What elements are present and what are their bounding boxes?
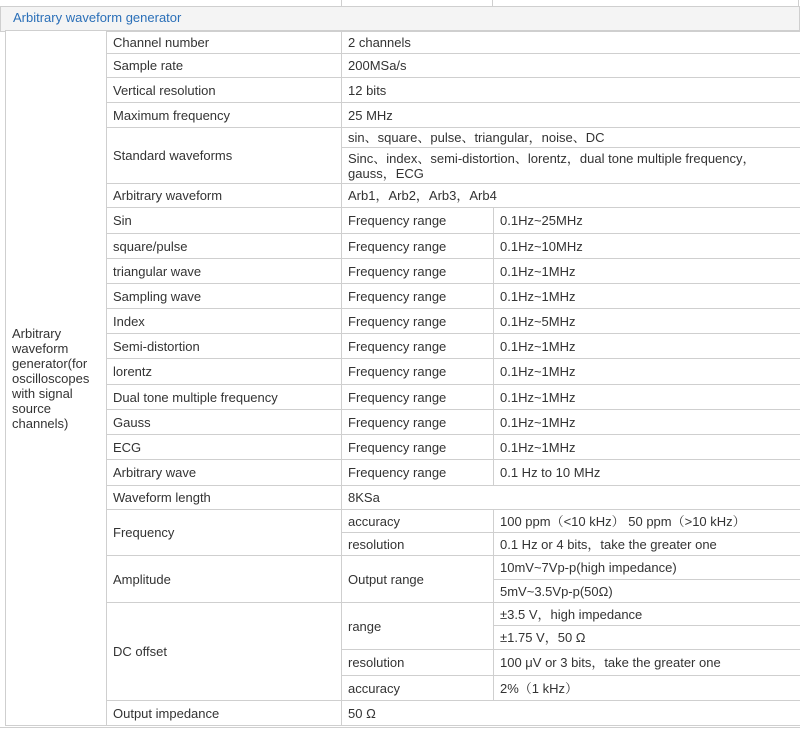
- row-value: 200MSa/s: [342, 54, 800, 78]
- spec-table: [5, 30, 800, 726]
- row-label: Channel number: [107, 31, 342, 54]
- frequency-label: Frequency: [107, 510, 342, 556]
- table-row: [6, 184, 800, 208]
- table-row: [6, 510, 800, 533]
- wave-param: Frequency range: [342, 309, 494, 334]
- dc-offset-accuracy-label: accuracy: [342, 676, 494, 701]
- wave-value: 0.1Hz~1MHz: [494, 385, 800, 410]
- table-row: [6, 208, 800, 234]
- side-label: Arbitrary waveform generator(for oscilloscopes with signal source channels): [6, 31, 107, 726]
- wave-label: square/pulse: [107, 234, 342, 259]
- table-row: [6, 486, 800, 510]
- table-row: [6, 54, 800, 78]
- table-row: [6, 128, 800, 148]
- row-value: 12 bits: [342, 78, 800, 103]
- row-label: Maximum frequency: [107, 103, 342, 128]
- amplitude-value-50ohm: 5mV~3.5Vp-p(50Ω): [494, 580, 800, 603]
- section-title: Arbitrary waveform generator: [13, 10, 182, 25]
- table-row: [6, 701, 800, 726]
- table-row: [6, 410, 800, 435]
- frequency-accuracy-value: 100 ppm（<10 kHz） 50 ppm（>10 kHz）: [494, 510, 800, 533]
- wave-value: 0.1Hz~1MHz: [494, 410, 800, 435]
- dc-offset-label: DC offset: [107, 603, 342, 701]
- wave-label: Semi-distortion: [107, 334, 342, 359]
- table-row: [6, 334, 800, 359]
- row-label: Waveform length: [107, 486, 342, 510]
- table-row: [6, 556, 800, 580]
- table-row: [6, 603, 800, 626]
- table-row: [6, 385, 800, 410]
- wave-value: 0.1 Hz to 10 MHz: [494, 460, 800, 486]
- wave-param: Frequency range: [342, 334, 494, 359]
- wave-param: Frequency range: [342, 385, 494, 410]
- wave-value: 0.1Hz~1MHz: [494, 284, 800, 309]
- dc-offset-range-high-impedance: ±3.5 V，high impedance: [494, 603, 800, 626]
- wave-value: 0.1Hz~10MHz: [494, 234, 800, 259]
- wave-param: Frequency range: [342, 460, 494, 486]
- wave-value: 0.1Hz~1MHz: [494, 435, 800, 460]
- dc-offset-range-50ohm: ±1.75 V，50 Ω: [494, 626, 800, 650]
- bottom-divider: [0, 727, 800, 728]
- frequency-accuracy-label: accuracy: [342, 510, 494, 533]
- amplitude-value-high-impedance: 10mV~7Vp-p(high impedance): [494, 556, 800, 580]
- table-row: [6, 309, 800, 334]
- wave-param: Frequency range: [342, 410, 494, 435]
- wave-label: Gauss: [107, 410, 342, 435]
- wave-param: Frequency range: [342, 234, 494, 259]
- frequency-resolution-label: resolution: [342, 533, 494, 556]
- wave-value: 0.1Hz~1MHz: [494, 334, 800, 359]
- amplitude-output-range-label: Output range: [342, 556, 494, 603]
- wave-label: Arbitrary wave: [107, 460, 342, 486]
- row-label: Standard waveforms: [107, 128, 342, 184]
- row-label: Vertical resolution: [107, 78, 342, 103]
- wave-param: Frequency range: [342, 208, 494, 234]
- row-value: 25 MHz: [342, 103, 800, 128]
- wave-label: Sin: [107, 208, 342, 234]
- dc-offset-accuracy-value: 2%（1 kHz）: [494, 676, 800, 701]
- dc-offset-resolution-label: resolution: [342, 650, 494, 676]
- wave-label: Index: [107, 309, 342, 334]
- wave-value: 0.1Hz~5MHz: [494, 309, 800, 334]
- row-value: Arb1，Arb2，Arb3，Arb4: [342, 184, 800, 208]
- wave-value: 0.1Hz~1MHz: [494, 359, 800, 385]
- table-row: [6, 460, 800, 486]
- row-value: 2 channels: [342, 31, 800, 54]
- wave-label: ECG: [107, 435, 342, 460]
- row-value: sin、square、pulse、triangular，noise、DC: [342, 128, 800, 148]
- wave-label: triangular wave: [107, 259, 342, 284]
- amplitude-label: Amplitude: [107, 556, 342, 603]
- wave-label: Dual tone multiple frequency: [107, 385, 342, 410]
- row-value: Sinc、index、semi-distortion、lorentz，dual tone multiple frequency，gauss，ECG: [342, 148, 800, 184]
- wave-param: Frequency range: [342, 284, 494, 309]
- table-row: [6, 284, 800, 309]
- row-label: Output impedance: [107, 701, 342, 726]
- row-label: Arbitrary waveform: [107, 184, 342, 208]
- table-row: [6, 359, 800, 385]
- table-row: [6, 435, 800, 460]
- wave-value: 0.1Hz~25MHz: [494, 208, 800, 234]
- table-row: [6, 259, 800, 284]
- frequency-resolution-value: 0.1 Hz or 4 bits，take the greater one: [494, 533, 800, 556]
- wave-label: Sampling wave: [107, 284, 342, 309]
- wave-param: Frequency range: [342, 435, 494, 460]
- dc-offset-resolution-value: 100 μV or 3 bits，take the greater one: [494, 650, 800, 676]
- row-value: 50 Ω: [342, 701, 800, 726]
- wave-value: 0.1Hz~1MHz: [494, 259, 800, 284]
- wave-label: lorentz: [107, 359, 342, 385]
- table-row: [6, 103, 800, 128]
- table-row: [6, 31, 800, 54]
- wave-param: Frequency range: [342, 259, 494, 284]
- table-row: [6, 78, 800, 103]
- dc-offset-range-label: range: [342, 603, 494, 650]
- row-label: Sample rate: [107, 54, 342, 78]
- table-row: [6, 234, 800, 259]
- row-value: 8KSa: [342, 486, 800, 510]
- section-header: [0, 6, 800, 32]
- wave-param: Frequency range: [342, 359, 494, 385]
